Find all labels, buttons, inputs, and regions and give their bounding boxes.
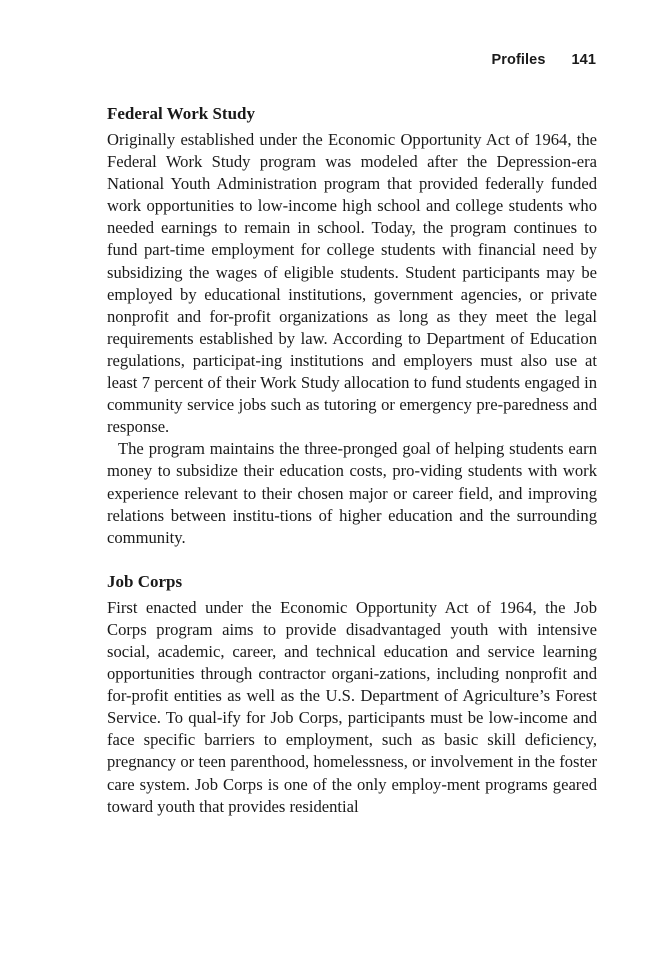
page-number: 141 <box>571 52 596 68</box>
paragraph: Originally established under the Economic Opportunity Act of 1964, the Federal Work Study program was modeled after the Depression-era National Youth Administration program that provided federally funded work opportunities to low-income high school and college students who needed earnings to remain in school. Today, the program continues to fund part-time employment for college students with financial need by subsidizing the wages of eligible students. Student participants may be employed by educational institutions, government agencies, or private nonprofit and for-profit organizations as long as they meet the legal requirements established by law. According to Department of Education regulations, participat-ing institutions and employers must also use at least 7 percent of their Work Study allocation to fund students engaged in community service jobs such as tutoring or emergency pre-paredness and response. <box>107 130 597 437</box>
running-header-section: Profiles <box>491 52 546 68</box>
section-heading: Federal Work Study <box>107 104 255 123</box>
section-federal-work-study <box>107 103 597 549</box>
section-job-corps <box>107 571 597 818</box>
paragraph: The program maintains the three-pronged goal of helping students earn money to subsidize their education costs, pro-viding students with work experience relevant to their chosen major or career field, and improving relations between institu-tions of higher education and the surrounding community. <box>107 439 597 547</box>
body-text <box>107 103 597 818</box>
section-heading: Job Corps <box>107 571 183 591</box>
running-header <box>492 52 597 68</box>
paragraph: First enacted under the Economic Opportunity Act of 1964, the Job Corps program aims to provide disadvantaged youth with intensive social, academic, career, and technical education and service learning opportunities through contractor organi-zations, including nonprofit and for-profit entities as well as the U.S. Department of Agriculture’s Forest Service. To qual-ify for Job Corps, participants must be low-income and face specific barriers to employment, such as basic skill deficiency, pregnancy or teen parenthood, homelessness, or involvement in the foster care system. Job Corps is one of the only employ-ment programs geared toward youth that provides residential <box>107 597 597 816</box>
